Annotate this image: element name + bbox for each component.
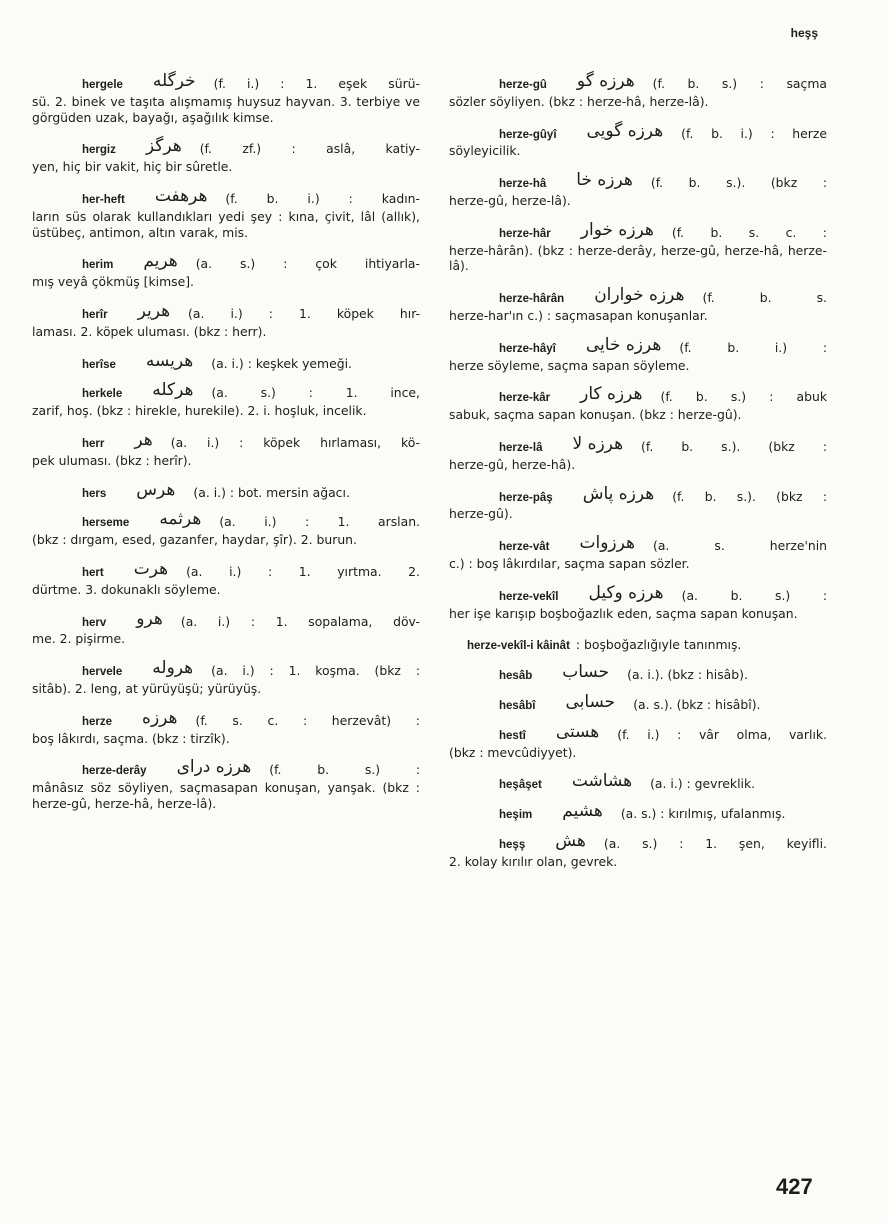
arabic-script: هرو [136,608,163,629]
definition-continuation: yen, hiç bir vakit, hiç bir sûretle. [32,159,233,175]
arabic-script: هرزه لا [572,433,624,454]
dictionary-entry [449,582,827,622]
dictionary-entry [32,558,420,598]
dictionary-entry [449,384,827,423]
headword: herze-vât [499,541,550,554]
headword: herze-hâr [499,227,551,240]
arabic-script: هرزه كار [580,384,643,405]
definition-continuation: her işe karışıp boşboğazlık eden, saçma sapan konuşan. [449,605,798,621]
entry-headline [32,350,420,374]
dictionary-entry [32,479,420,503]
grammar-and-definition: (f. b. s.) : [269,762,420,778]
dictionary-entry [449,71,827,110]
definition-continuation: 2. kolay kırılır olan, gevrek. [449,853,618,869]
entry-headline [32,429,420,453]
arabic-script: خرگله [152,71,196,91]
right-column [449,71,827,886]
dictionary-entry [32,185,420,240]
entry-headline [32,71,420,94]
grammar-and-definition: (a. s.) : çok ihtiyarla- [195,256,420,272]
arabic-script: هرزه [142,707,178,728]
grammar-and-definition: (f. b. s. c. : [671,224,827,240]
arabic-script: هرزه پاش [582,483,655,504]
headword: herze-pâş [499,491,553,504]
dictionary-entry [449,120,827,160]
dictionary-entry [32,350,420,374]
definition-continuation: herze-har'ın c.) : saçmasapan konuşanlar. [449,307,708,323]
definition-continuation: herze-hârân). (bkz : herze-derây, herze-gû, herze-hâ, herze-lâ). [449,242,827,274]
grammar-and-definition: (f. b. s.) : abuk [660,389,827,405]
arabic-script: هرگز [145,136,182,157]
grammar-and-definition: (f. b. s. [702,290,827,306]
headword: hervele [82,666,123,679]
dictionary-entry [32,707,420,747]
grammar-and-definition: (a. i.) : köpek hırlaması, kö- [170,434,420,450]
dictionary-entry [449,662,827,685]
dictionary-entry [449,691,827,715]
definition-continuation: zarif, hoş. (bkz : hirekle, hurekile). 2. i. hoşluk, incelik. [32,403,367,419]
dictionary-entry [32,658,420,697]
definition-continuation: sitâb). 2. leng, at yürüyüşü; yürüyüş. [32,680,262,696]
page-number: 427 [776,1174,813,1199]
grammar-and-definition: (f. b. i.) : kadın- [225,190,420,206]
dictionary-entry [449,334,827,374]
entry-headline [449,483,827,507]
grammar-and-definition: (f. b. s.). (bkz : [650,175,827,191]
arabic-script: هرزوات [579,533,635,554]
grammar-and-definition: (a. s.) : 1. ince, [211,385,420,401]
arabic-script: هرزه خواران [594,285,685,306]
entry-headline [32,251,420,274]
headword: hestî [499,729,526,742]
definition-continuation: herze-gû, herze-hâ). [449,456,576,472]
arabic-script: هر [134,429,153,450]
arabic-script: هرس [136,479,176,500]
entry-headline [449,533,827,556]
grammar-and-definition: (a. s. herze'nin [653,538,827,554]
dictionary-entry [32,300,420,340]
headword: heşş [499,838,526,851]
dictionary-entry [449,771,827,794]
definition-continuation: herze söyleme, saçma sapan söyleme. [449,357,690,373]
grammar-and-definition: (a. i.) : keşkek yemeği. [211,355,352,371]
dictionary-entry [449,830,827,870]
headword: hers [82,487,107,500]
running-head: heşş [790,26,818,40]
grammar-and-definition: (a. s.) : 1. şen, keyifli. [603,835,827,851]
grammar-and-definition: (a. i.) : 1. yırtma. 2. [186,563,420,579]
definition-continuation: sabuk, saçma sapan konuşan. (bkz : herze-gû). [449,407,742,423]
definition-continuation: me. 2. pişirme. [32,631,126,647]
grammar-and-definition: (f. b. s.). (bkz : [672,488,827,504]
headword: hergiz [82,144,116,157]
definition-continuation: söyleyicilik. [449,143,521,159]
subentry [467,637,827,655]
grammar-and-definition: (a. i.). (bkz : hisâb). [627,667,748,683]
entry-headline [449,334,827,358]
dictionary-entry [32,380,420,419]
definition-continuation: boş lâkırdı, saçma. (bkz : tirzîk). [32,730,230,746]
arabic-script: هروله [152,658,194,679]
entry-headline [449,691,827,715]
headword: herze-hârân [499,293,565,306]
entry-headline [32,757,420,780]
headword: heşâşet [499,779,542,792]
grammar-and-definition: (f. s. c. : herzevât) : [195,712,420,728]
dictionary-entry [449,285,827,324]
definition-continuation: dürtme. 3. dokunaklı söyleme. [32,581,221,597]
definition-continuation: herze-gû). [449,506,513,522]
dictionary-entry [449,170,827,209]
entry-headline [32,380,420,403]
grammar-and-definition: (f. i.) : 1. eşek sürü- [213,76,420,91]
headword: herze-vekîl-i kâinât [467,640,570,653]
headword: herze-lâ [499,441,543,454]
entry-headline [32,558,420,582]
definition-continuation: laması. 2. köpek uluması. (bkz : herr). [32,323,267,339]
headword: herze-hâyî [499,342,556,355]
headword: herze-gû [499,79,547,91]
entry-headline [32,300,420,324]
arabic-script: هركله [152,380,194,401]
entry-headline [32,658,420,681]
headword: herze-hâ [499,178,547,191]
arabic-script: هرت [133,558,169,579]
grammar-and-definition: (a. i.) : bot. mersin ağacı. [193,484,350,500]
definition-continuation: pek uluması. (bkz : herîr). [32,452,192,468]
grammar-and-definition: (f. zf.) : aslâ, katiy- [199,141,420,157]
arabic-script: هريم [143,251,178,272]
arabic-script: هرزه گويى [586,120,664,141]
grammar-and-definition: (a. s.). (bkz : hisâbî). [633,696,761,712]
headword: herseme [82,517,130,530]
arabic-script: حسابى [565,691,616,712]
arabic-script: حساب [562,662,610,683]
entry-headline [449,384,827,407]
definition-continuation: sü. 2. binek ve taşıta alışmamış huysuz hayvan. 3. terbiye ve görgüden uzak, bayağı, aşağılık kimse. [32,93,420,125]
entry-headline [32,608,420,632]
grammar-and-definition: (f. b. i.) : [679,339,827,355]
definition-continuation: (bkz : mevcûdiyyet). [449,744,577,760]
grammar-and-definition: (f. b. i.) : herze [681,125,827,141]
arabic-script: هستى [555,721,600,742]
grammar-and-definition: (a. i.) : 1. köpek hır- [188,305,420,321]
grammar-and-definition: (f. i.) : vâr olma, varlık. [617,726,827,742]
dictionary-entry [32,757,420,811]
entry-headline [449,830,827,854]
entry-headline [449,721,827,745]
dictionary-entry [32,429,420,469]
grammar-and-definition: (a. b. s.) : [681,587,827,603]
dictionary-entry [32,136,420,175]
arabic-script: هرهفت [154,185,208,206]
headword: herze [82,715,113,728]
dictionary-entry [32,251,420,290]
arabic-script: هش [555,830,586,851]
entry-headline [32,509,420,532]
entry-headline [449,771,827,794]
arabic-script: هرزه وكيل [588,582,664,603]
arabic-script: هرير [137,300,171,321]
headword: herim [82,259,114,272]
dictionary-entry [449,721,827,761]
headword: her-heft [82,193,125,206]
headword: hesâb [499,670,533,683]
dictionary-entry [32,608,420,648]
grammar-and-definition: (a. i.) : gevreklik. [650,776,756,792]
entry-headline [449,219,827,243]
headword: hert [82,566,104,579]
arabic-script: هرزه گو [576,71,635,91]
headword: herze-derây [82,765,147,778]
arabic-script: هرزه خوار [580,219,654,240]
headword: herze-vekîl [499,590,559,603]
dictionary-entry [32,71,420,125]
grammar-and-definition: (f. b. s.) : saçma [652,76,827,91]
definition-continuation: ların süs olarak kullandıkları yedi şey : kına, çivit, lâl (allık), üstübeç, antimon, altın varak, mis. [32,208,420,240]
headword: herze-gûyî [499,128,557,141]
entry-headline [449,170,827,193]
arabic-script: هرزه دراى [176,757,252,778]
grammar-and-definition: (a. i.) : 1. koşma. (bkz : [211,663,420,679]
definition-continuation: sözler söyliyen. (bkz : herze-hâ, herze-lâ). [449,93,709,109]
dictionary-entry [449,433,827,473]
definition-continuation: (bkz : dırgam, esed, gazanfer, haydar, şîr). 2. burun. [32,532,357,548]
dictionary-entry [32,509,420,548]
arabic-script: هشاشت [571,771,633,792]
grammar-and-definition: (a. i.) : 1. arslan. [219,514,420,530]
dictionary-entry [449,219,827,274]
headword: herîr [82,308,108,321]
entry-headline [32,707,420,731]
arabic-script: هرزه خايى [585,334,662,355]
headword: herv [82,616,107,629]
headword: herîse [82,358,116,371]
arabic-script: هشيم [562,801,603,822]
entry-headline [449,582,827,606]
definition-text: : boşboğazlığıyle tanınmış. [575,637,742,653]
dictionary-entry [449,533,827,572]
definition-continuation: c.) : boş lâkırdılar, saçma sapan sözler. [449,555,690,571]
grammar-and-definition: (a. i.) : 1. sopalama, döv- [180,613,420,629]
left-column [32,71,420,828]
entry-headline [449,120,827,144]
arabic-script: هريسه [145,350,194,371]
headword: hergele [82,79,123,91]
headword: hesâbî [499,699,536,712]
arabic-script: هرثمه [159,509,202,530]
definition-continuation: mış veyâ çökmüş [kimse]. [32,274,194,290]
dictionary-entry [449,801,827,824]
definition-continuation: herze-gû, herze-lâ). [449,192,571,208]
entry-headline [32,185,420,209]
entry-headline [32,136,420,159]
entry-headline [32,479,420,503]
entry-headline [449,433,827,457]
entry-headline [449,662,827,685]
headword: heşim [499,809,533,822]
grammar-and-definition: (f. b. s.). (bkz : [641,438,827,454]
headword: herkele [82,388,123,401]
arabic-script: هرزه خا [576,170,633,191]
grammar-and-definition: (a. s.) : kırılmış, ufalanmış. [620,806,786,822]
entry-headline [449,71,827,94]
definition-continuation: mânâsız söz söyliyen, saçmasapan konuşan, yanşak. (bkz : herze-gû, herze-hâ, herze-lâ). [32,780,420,811]
headword: herze-kâr [499,392,551,405]
dictionary-entry [449,483,827,523]
entry-headline [449,801,827,824]
headword: herr [82,437,105,450]
entry-headline [449,285,827,308]
